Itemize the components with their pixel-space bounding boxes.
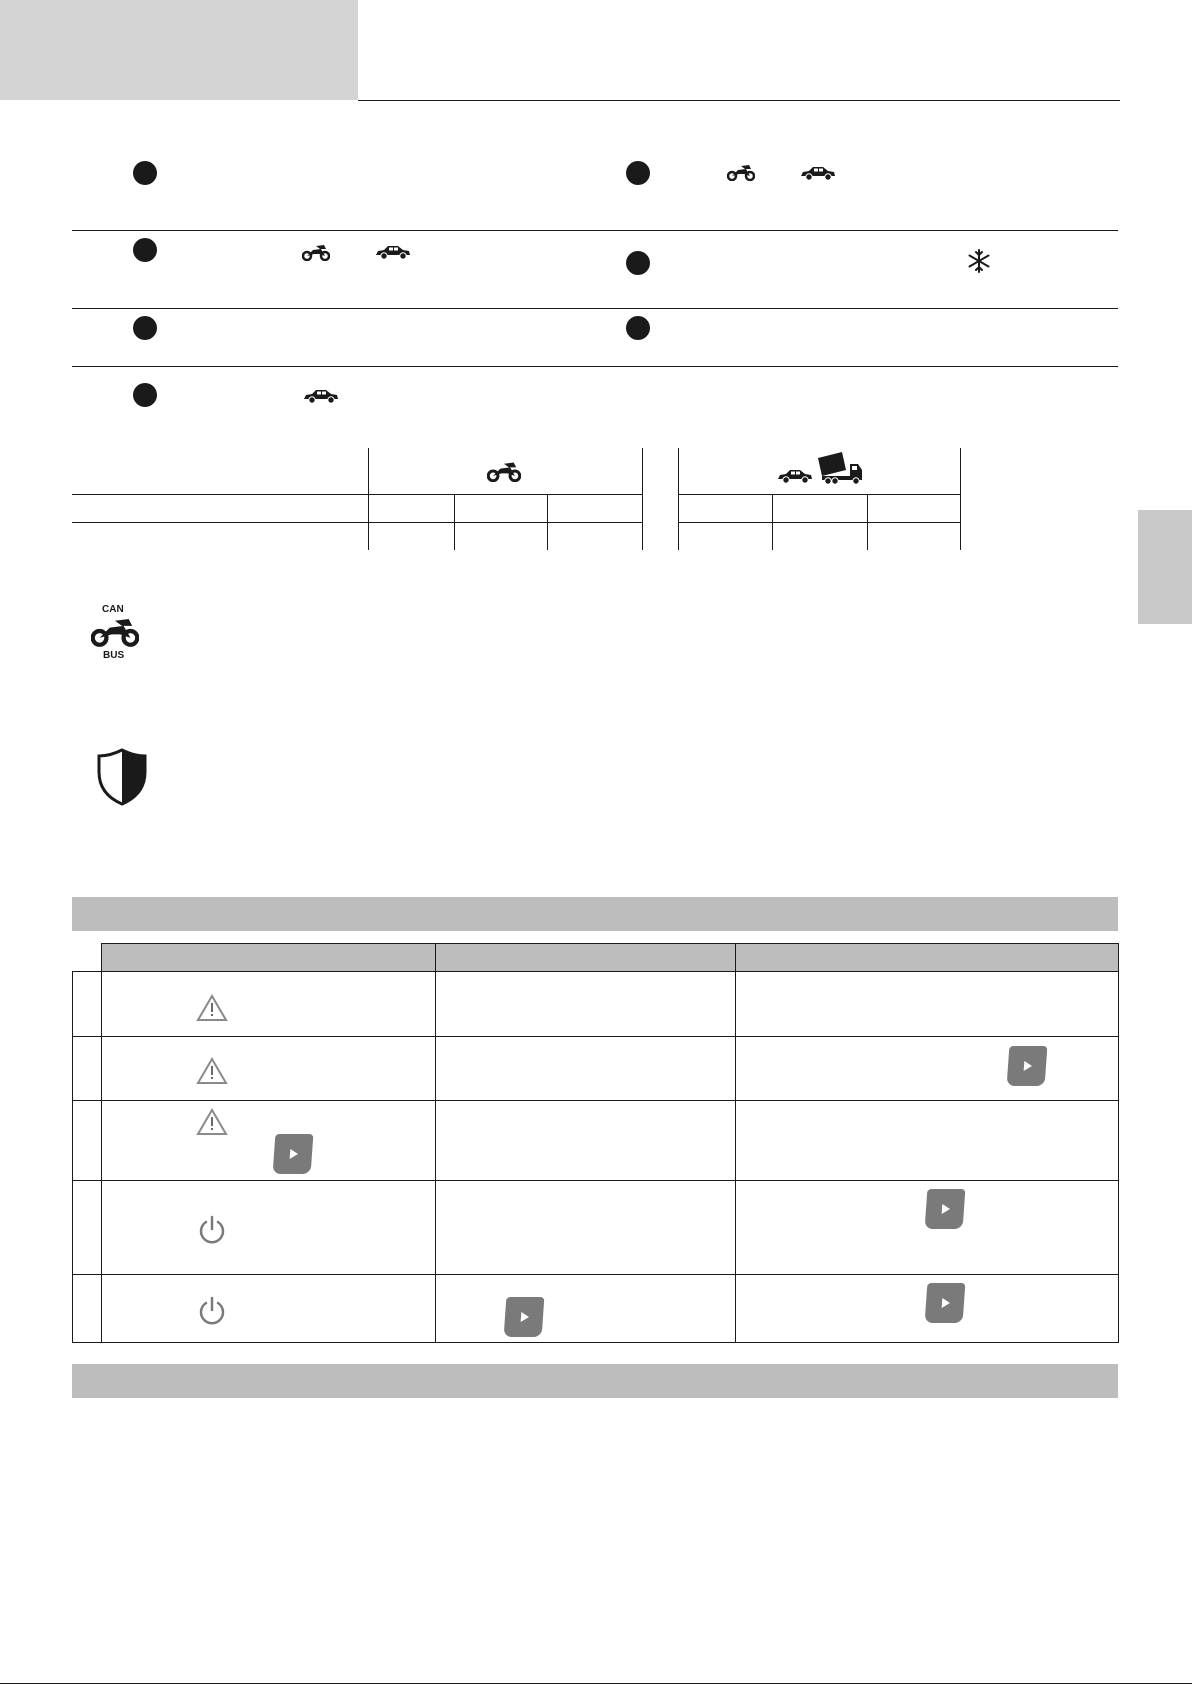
play-button-icon[interactable] bbox=[272, 1134, 313, 1174]
row-number-cell bbox=[73, 1101, 102, 1181]
bullet-dot bbox=[133, 238, 157, 262]
description-cell bbox=[435, 1037, 735, 1101]
motorcycle-icon bbox=[302, 243, 330, 261]
indicator-cell bbox=[101, 1101, 435, 1181]
motorcycle-icon bbox=[727, 163, 755, 181]
indicator-cell bbox=[101, 972, 435, 1037]
description-cell bbox=[435, 1275, 735, 1343]
can-bus-motorcycle-icon bbox=[88, 604, 142, 662]
bullet-dot bbox=[133, 161, 157, 185]
side-tab bbox=[1138, 510, 1192, 624]
column-header bbox=[101, 944, 435, 972]
table-row bbox=[73, 972, 1119, 1037]
bullet-dot bbox=[133, 383, 157, 407]
action-cell bbox=[735, 1275, 1118, 1343]
section-header-bar bbox=[72, 1364, 1118, 1398]
bullet-dot bbox=[626, 161, 650, 185]
shield-icon bbox=[96, 748, 148, 806]
column-header bbox=[735, 944, 1118, 972]
indicator-cell bbox=[101, 1275, 435, 1343]
row-number-cell bbox=[73, 1275, 102, 1343]
column-header bbox=[435, 944, 735, 972]
grid-line bbox=[368, 448, 369, 550]
grid-line bbox=[72, 522, 642, 523]
grid-line bbox=[867, 494, 868, 550]
indicator-cell bbox=[101, 1037, 435, 1101]
play-button-icon[interactable] bbox=[924, 1283, 965, 1323]
section-header-bar bbox=[72, 897, 1118, 931]
grid-line bbox=[678, 522, 960, 523]
motorcycle-icon bbox=[487, 460, 521, 482]
bullet-dot bbox=[133, 316, 157, 340]
row-divider bbox=[72, 230, 1118, 231]
header-tab bbox=[0, 0, 358, 100]
table-corner bbox=[73, 944, 102, 972]
row-number-cell bbox=[73, 1181, 102, 1275]
car-icon bbox=[799, 165, 837, 181]
grid-line bbox=[72, 494, 642, 495]
grid-line bbox=[772, 494, 773, 550]
row-number-cell bbox=[73, 972, 102, 1037]
bullet-dot bbox=[626, 316, 650, 340]
can-label: CAN bbox=[102, 604, 124, 615]
warning-triangle-icon bbox=[196, 1057, 228, 1085]
bottom-rule bbox=[0, 1683, 1192, 1684]
indicator-cell bbox=[101, 1181, 435, 1275]
truck-icon bbox=[816, 452, 864, 486]
status-table bbox=[72, 943, 1119, 1343]
table-row bbox=[73, 1181, 1119, 1275]
action-cell bbox=[735, 1037, 1118, 1101]
row-divider bbox=[72, 366, 1118, 367]
play-button-icon[interactable] bbox=[1006, 1046, 1047, 1086]
snowflake-icon bbox=[966, 248, 992, 274]
description-cell bbox=[435, 1181, 735, 1275]
play-button-icon[interactable] bbox=[924, 1189, 965, 1229]
table-row bbox=[73, 1101, 1119, 1181]
grid-line bbox=[678, 448, 679, 550]
action-cell bbox=[735, 972, 1118, 1037]
grid-line bbox=[454, 494, 455, 550]
grid-line bbox=[678, 494, 960, 495]
car-icon bbox=[776, 468, 814, 484]
row-number-cell bbox=[73, 1037, 102, 1101]
car-icon bbox=[374, 244, 412, 260]
grid-line bbox=[642, 448, 643, 550]
grid-line bbox=[960, 448, 961, 550]
table-row bbox=[73, 1037, 1119, 1101]
description-cell bbox=[435, 972, 735, 1037]
power-icon bbox=[197, 1214, 227, 1246]
bullet-dot bbox=[626, 251, 650, 275]
warning-triangle-icon bbox=[196, 994, 228, 1022]
play-button-icon[interactable] bbox=[503, 1297, 544, 1337]
action-cell bbox=[735, 1101, 1118, 1181]
bus-label: BUS bbox=[103, 650, 125, 661]
car-icon bbox=[302, 388, 340, 404]
description-cell bbox=[435, 1101, 735, 1181]
warning-triangle-icon bbox=[196, 1108, 228, 1136]
row-divider bbox=[72, 308, 1118, 309]
header-rule bbox=[358, 100, 1120, 101]
action-cell bbox=[735, 1181, 1118, 1275]
grid-line bbox=[547, 494, 548, 550]
power-icon bbox=[197, 1295, 227, 1327]
table-row bbox=[73, 1275, 1119, 1343]
